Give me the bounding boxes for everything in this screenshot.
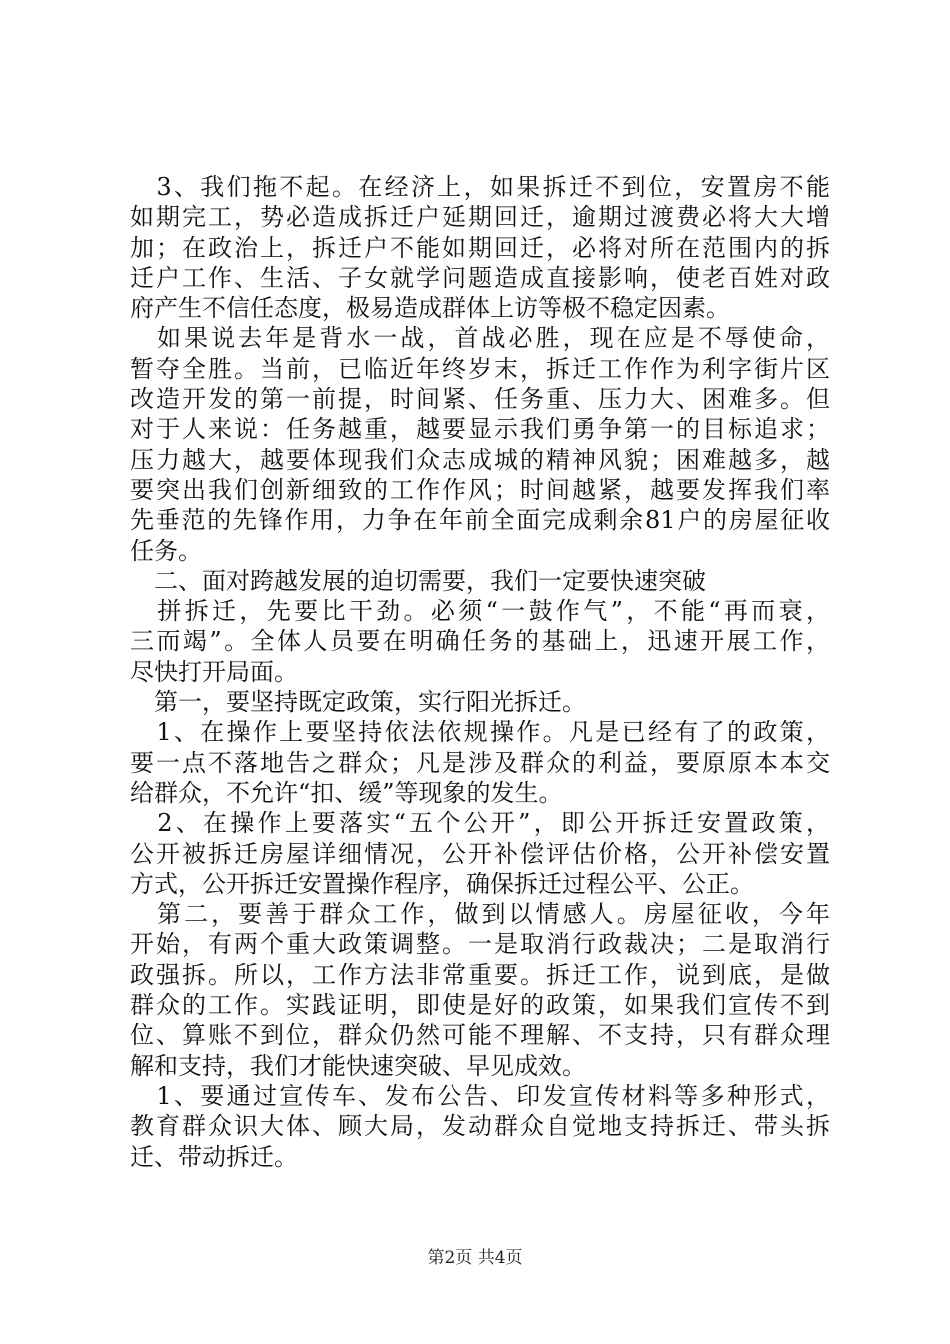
text-line: 1、在操作上要坚持依法依规操作。凡是已经有了的政策，	[130, 718, 830, 747]
text-line: 解和支持，我们才能快速突破、早见成效。	[130, 1051, 586, 1080]
text-line: 迁、带动拆迁。	[130, 1142, 298, 1171]
text-line: 第二，要善于群众工作，做到以情感人。房屋征收，今年	[130, 900, 830, 929]
text-line: 拼拆迁，先要比干劲。必须“一鼓作气”，不能“再而衰，	[130, 597, 830, 626]
text-line: 尽快打开局面。	[130, 657, 298, 686]
text-line: 压力越大，越要体现我们众志成城的精神风貌；困难越多，越	[130, 445, 830, 474]
text-line: 改造开发的第一前提，时间紧、任务重、压力大、困难多。但	[130, 385, 830, 414]
text-line: 3、我们拖不起。在经济上，如果拆迁不到位，安置房不能	[130, 173, 830, 201]
text-line: 第一，要坚持既定政策，实行阳光拆迁。	[130, 688, 586, 717]
document-body	[130, 172, 830, 1172]
text-line: 暂夺全胜。当前，已临近年终岁末，拆迁工作作为利字街片区	[130, 354, 830, 383]
text-line: 公开被拆迁房屋详细情况，公开补偿评估价格，公开补偿安置	[130, 839, 830, 868]
text-line: 要一点不落地告之群众；凡是涉及群众的利益，要原原本本交	[130, 748, 830, 777]
text-line: 教育群众识大体、顾大局，发动群众自觉地支持拆迁、带头拆	[130, 1112, 830, 1141]
text-line: 二、面对跨越发展的迫切需要，我们一定要快速突破	[130, 566, 706, 595]
text-line: 如期完工，势必造成拆迁户延期回迁，逾期过渡费必将大大增	[130, 203, 830, 232]
text-line: 方式，公开拆迁安置操作程序，确保拆迁过程公平、公正。	[130, 869, 754, 898]
text-line: 加；在政治上，拆迁户不能如期回迁，必将对所在范围内的拆	[130, 233, 830, 262]
text-line: 1、要通过宣传车、发布公告、印发宣传材料等多种形式，	[130, 1081, 830, 1110]
text-line: 群众的工作。实践证明，即使是好的政策，如果我们宣传不到	[130, 991, 830, 1020]
text-line: 迁户工作、生活、子女就学问题造成直接影响，使老百姓对政	[130, 263, 830, 292]
text-line: 开始，有两个重大政策调整。一是取消行政裁决；二是取消行	[130, 930, 830, 959]
text-line: 三而竭”。全体人员要在明确任务的基础上，迅速开展工作，	[130, 627, 830, 656]
text-line: 给群众，不允许“扣、缓”等现象的发生。	[130, 778, 563, 807]
text-line: 任务。	[130, 536, 202, 565]
page-footer: 第2页 共4页	[427, 1248, 523, 1268]
text-line: 2、在操作上要落实“五个公开”，即公开拆迁安置政策，	[130, 809, 830, 838]
text-line: 对于人来说：任务越重，越要显示我们勇争第一的目标追求；	[130, 415, 830, 444]
text-line: 要突出我们创新细致的工作作风；时间越紧，越要发挥我们率	[130, 475, 830, 504]
text-line: 位、算账不到位，群众仍然可能不理解、不支持，只有群众理	[130, 1021, 830, 1050]
text-line: 先垂范的先锋作用，力争在年前全面完成剩余81户的房屋征收	[130, 506, 830, 535]
text-line: 如果说去年是背水一战，首战必胜，现在应是不辱使命，	[130, 324, 830, 353]
text-line: 政强拆。所以，工作方法非常重要。拆迁工作，说到底，是做	[130, 960, 830, 989]
text-line: 府产生不信任态度，极易造成群体上访等极不稳定因素。	[130, 294, 730, 323]
